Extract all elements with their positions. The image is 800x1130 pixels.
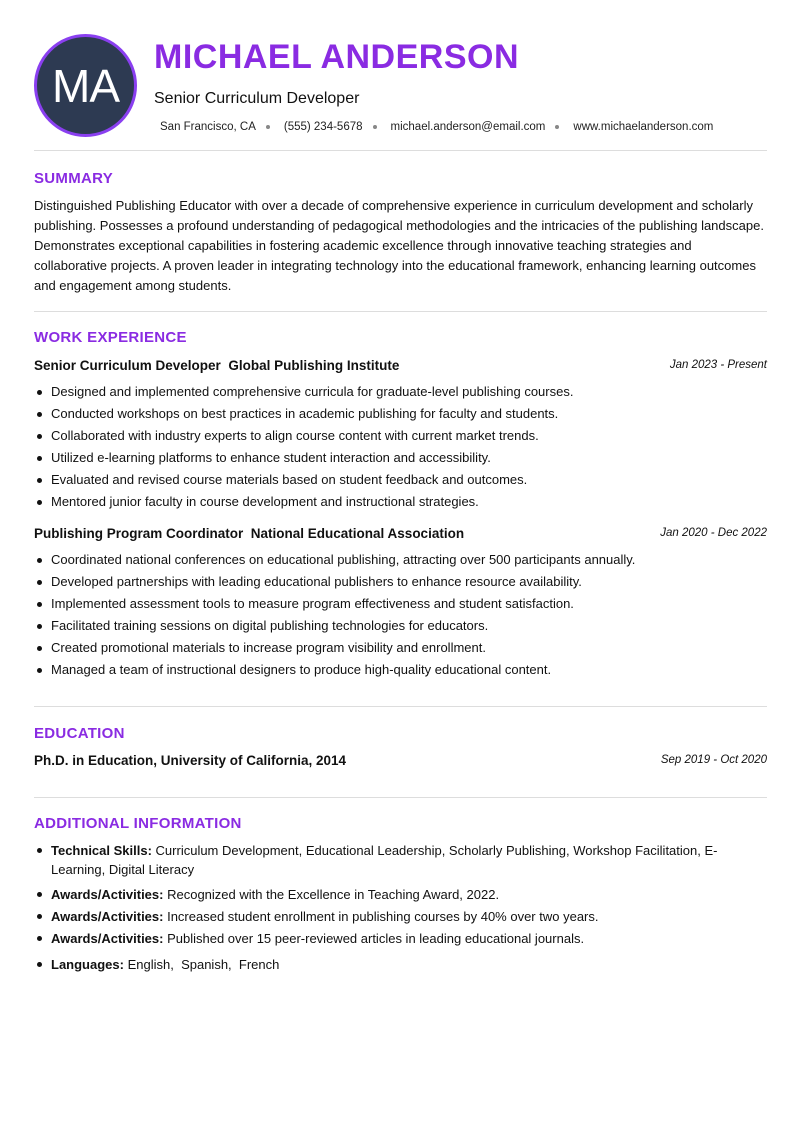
item-label: Awards/Activities: [51, 909, 164, 924]
avatar [34, 34, 137, 137]
education-degree: Ph.D. in Education, University of California, 2014 [34, 753, 347, 768]
list-item [34, 885, 754, 904]
education-dates: Sep 2019 - Oct 2020 [660, 754, 767, 766]
list-item: Developed partnerships with leading educational publishers to enhance resource availability. [34, 571, 767, 593]
item-text: Recognized with the Excellence in Teaching Award, 2022. [167, 887, 500, 902]
list-item: Conducted workshops on best practices in academic publishing for faculty and students. [34, 403, 767, 425]
additional-heading: ADDITIONAL INFORMATION [34, 815, 242, 832]
list-item: Facilitated training sessions on digital publishing technologies for educators. [34, 615, 767, 637]
divider [34, 311, 767, 312]
job-header [34, 358, 767, 376]
job-bullets [34, 381, 767, 513]
additional-list [34, 841, 754, 974]
list-item: Managed a team of instructional designers to produce high-quality educational content. [34, 659, 767, 681]
job-role-line [34, 358, 399, 373]
list-item [34, 907, 754, 926]
item-text: Increased student enrollment in publishing courses by 40% over two years. [167, 909, 599, 924]
item-text: English, Spanish, French [127, 957, 280, 972]
contact-phone: (555) 234-5678 [283, 121, 363, 133]
education-entry [34, 753, 767, 771]
list-item: Created promotional materials to increase program visibility and enrollment. [34, 637, 767, 659]
job-dates: Jan 2023 - Present [669, 359, 767, 371]
candidate-name: MICHAEL ANDERSON [154, 38, 520, 76]
job-org: Global Publishing Institute [228, 358, 400, 373]
item-label: Technical Skills: [51, 843, 152, 858]
list-item [34, 929, 754, 948]
job-role: Publishing Program Coordinator [34, 526, 244, 541]
list-item [34, 841, 754, 879]
job-dates: Jan 2020 - Dec 2022 [660, 527, 767, 539]
job-role-line [34, 526, 464, 541]
separator-dot [373, 125, 377, 129]
list-item [34, 955, 754, 974]
experience-heading: WORK EXPERIENCE [34, 329, 187, 346]
item-text: Published over 15 peer-reviewed articles in leading educational journals. [167, 931, 585, 946]
contact-website[interactable]: www.michaelanderson.com [573, 121, 714, 133]
job-role: Senior Curriculum Developer [34, 358, 221, 373]
list-item: Collaborated with industry experts to align course content with current market trends. [34, 425, 767, 447]
summary-heading: SUMMARY [34, 170, 114, 187]
job-title: Senior Curriculum Developer [154, 90, 360, 107]
job-org: National Educational Association [250, 526, 465, 541]
separator-dot [555, 125, 559, 129]
resume-header [34, 34, 767, 138]
contact-email[interactable]: michael.anderson@email.com [390, 121, 546, 133]
divider [34, 797, 767, 798]
divider [34, 706, 767, 707]
item-label: Languages: [51, 957, 124, 972]
contact-line [160, 121, 713, 133]
avatar-initials: MA [52, 59, 119, 112]
list-item: Utilized e-learning platforms to enhance student interaction and accessibility. [34, 447, 767, 469]
separator-dot [266, 125, 270, 129]
list-item: Coordinated national conferences on educational publishing, attracting over 500 participants annually. [34, 549, 767, 571]
education-heading: EDUCATION [34, 725, 125, 742]
item-label: Awards/Activities: [51, 887, 164, 902]
item-label: Awards/Activities: [51, 931, 164, 946]
list-item: Designed and implemented comprehensive curricula for graduate-level publishing courses. [34, 381, 767, 403]
list-item: Mentored junior faculty in course development and instructional strategies. [34, 491, 767, 513]
contact-location: San Francisco, CA [160, 121, 256, 133]
divider [34, 150, 767, 151]
summary-text: Distinguished Publishing Educator with over a decade of comprehensive experience in curriculum development and scholarly publishing. Possesses a profound understanding of pedagogical methodologies and the intricacies of the publishing landscape. Demonstrates exceptional capabilities in fostering academic excellence through innovative teaching strategies and collaborative projects. A proven leader in integrating technology into the educational framework, enhancing learning outcomes and engagement among students. [34, 198, 764, 293]
item-text: Curriculum Development, Educational Leadership, Scholarly Publishing, Workshop Facilitation, E-Learning, Digital Literacy [51, 843, 718, 877]
list-item: Implemented assessment tools to measure program effectiveness and student satisfaction. [34, 593, 767, 615]
list-item: Evaluated and revised course materials based on student feedback and outcomes. [34, 469, 767, 491]
job-bullets [34, 549, 767, 681]
job-header [34, 526, 767, 544]
